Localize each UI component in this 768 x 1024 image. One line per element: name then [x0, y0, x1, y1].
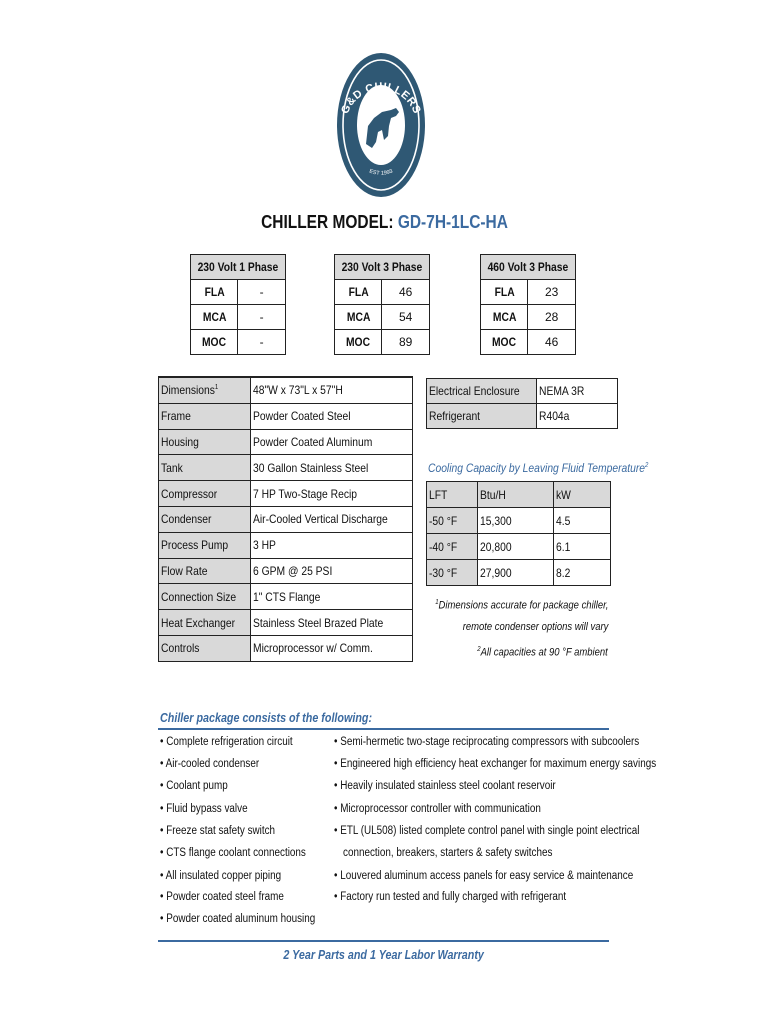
- table-row: [335, 280, 430, 305]
- spec-key: Compressor: [161, 486, 218, 501]
- spec-key: Controls: [161, 641, 200, 656]
- table-row: [335, 305, 430, 330]
- enclosure-table: [426, 378, 618, 429]
- row-value: 46: [382, 280, 429, 305]
- table-row: [159, 429, 413, 455]
- table-row: [159, 481, 413, 507]
- electrical-table-header: 230 Volt 1 Phase: [197, 260, 279, 274]
- list-item: • All insulated copper piping: [160, 870, 282, 882]
- list-item: • Powder coated aluminum housing: [160, 913, 316, 925]
- row-value: 46: [528, 330, 575, 355]
- package-title-text: Chiller package consists of the following:: [160, 711, 373, 725]
- table-row: [481, 305, 576, 330]
- spec-key: Condenser: [161, 512, 212, 527]
- footnote-text: Dimensions accurate for package chiller,: [438, 599, 608, 612]
- list-item-text: connection, breakers, starters & safety switches: [343, 847, 553, 859]
- list-item-text: Fluid bypass valve: [166, 803, 248, 815]
- row-label: MCA: [202, 310, 226, 324]
- spec-table: [158, 376, 413, 662]
- list-item-text: Powder coated steel frame: [166, 891, 284, 903]
- capacity-title-text: Cooling Capacity by Leaving Fluid Temperature: [428, 461, 646, 475]
- table-row: [427, 534, 611, 560]
- table-row: [427, 560, 611, 586]
- row-label: FLA: [348, 285, 369, 299]
- table-row: [481, 330, 576, 355]
- spec-value: Air-Cooled Vertical Discharge: [253, 512, 389, 527]
- list-item-text: ETL (UL508) listed complete control panel with single point electrical: [340, 825, 640, 837]
- spec-value: 48"W x 73"L x 57"H: [253, 383, 344, 398]
- logo-emblem: [336, 52, 426, 198]
- warranty-text: [0, 948, 768, 962]
- table-cell: -50 °F: [429, 513, 458, 528]
- capacity-title: [428, 461, 684, 475]
- footnote-text: All capacities at 90 °F ambient: [480, 646, 608, 659]
- spec-key: Dimensions: [161, 383, 215, 398]
- table-cell: -40 °F: [429, 539, 458, 554]
- list-item: • Heavily insulated stainless steel coolant reservoir: [334, 780, 556, 792]
- list-item: • CTS flange coolant connections: [160, 847, 306, 859]
- spec-value: Powder Coated Aluminum: [253, 434, 373, 449]
- table-row: [159, 377, 413, 403]
- row-value: 23: [528, 280, 575, 305]
- table-row: [191, 280, 286, 305]
- electrical-table-header: 230 Volt 3 Phase: [341, 260, 423, 274]
- list-item: • Fluid bypass valve: [160, 803, 248, 815]
- spec-key: Frame: [161, 409, 191, 424]
- row-value: -: [238, 330, 285, 355]
- table-row: [191, 330, 286, 355]
- electrical-table-230v-3ph: [334, 254, 430, 355]
- table-row: [191, 305, 286, 330]
- table-row: [159, 584, 413, 610]
- footnote-1-line-2: [439, 621, 608, 633]
- row-value: 89: [382, 330, 429, 355]
- package-title: [160, 711, 407, 725]
- logo-brand-text: G&D CHILLERS: [339, 80, 423, 116]
- list-item: • Louvered aluminum access panels for easy service & maintenance: [334, 870, 634, 882]
- table-row: [159, 635, 413, 661]
- spec-key: Flow Rate: [161, 563, 208, 578]
- list-item-text: Semi-hermetic two-stage reciprocating compressors with subcoolers: [340, 736, 640, 748]
- spec-value: 30 Gallon Stainless Steel: [253, 460, 369, 475]
- company-logo: [336, 52, 426, 198]
- table-row: [159, 532, 413, 558]
- enclosure-value: NEMA 3R: [539, 384, 585, 398]
- electrical-table-230v-1ph: [190, 254, 286, 355]
- table-cell: 4.5: [556, 513, 571, 528]
- list-item-continuation: [343, 847, 587, 859]
- table-cell: 15,300: [480, 513, 512, 528]
- capacity-table: [426, 481, 611, 586]
- spec-value: 1" CTS Flange: [253, 589, 321, 604]
- list-item: • Complete refrigeration circuit: [160, 736, 293, 748]
- table-cell: 8.2: [556, 565, 571, 580]
- row-value: 54: [382, 305, 429, 330]
- spec-value: Stainless Steel Brazed Plate: [253, 615, 384, 630]
- list-item-text: Coolant pump: [166, 780, 228, 792]
- list-item-text: Factory run tested and fully charged with refrigerant: [340, 891, 567, 903]
- list-item: • Air-cooled condenser: [160, 758, 260, 770]
- electrical-table-460v-3ph: [480, 254, 576, 355]
- row-label: MOC: [492, 335, 517, 349]
- list-item-text: Freeze stat safety switch: [166, 825, 276, 837]
- capacity-title-sup: 2: [645, 462, 649, 469]
- spec-value: 3 HP: [253, 538, 277, 553]
- column-header: kW: [556, 487, 571, 502]
- spec-key: Housing: [161, 434, 199, 449]
- spec-value: Microprocessor w/ Comm.: [253, 641, 374, 656]
- row-label: FLA: [494, 285, 515, 299]
- footnote-2: [456, 646, 608, 659]
- table-row: [159, 403, 413, 429]
- row-label: MCA: [346, 310, 370, 324]
- list-item-text: CTS flange coolant connections: [166, 847, 306, 859]
- spec-key: Connection Size: [161, 589, 237, 604]
- list-item-text: Engineered high efficiency heat exchanger for maximum energy savings: [340, 758, 657, 770]
- section-divider: [158, 940, 609, 942]
- page-title: [0, 212, 768, 233]
- table-row: [481, 280, 576, 305]
- list-item-text: Heavily insulated stainless steel coolant reservoir: [340, 780, 556, 792]
- spec-value: 6 GPM @ 25 PSI: [253, 563, 333, 578]
- list-item: • Engineered high efficiency heat exchanger for maximum energy savings: [334, 758, 657, 770]
- logo-est-text: EST 1993: [368, 168, 394, 177]
- spec-value: Powder Coated Steel: [253, 409, 351, 424]
- spec-key: Heat Exchanger: [161, 615, 236, 630]
- table-row: [427, 404, 618, 429]
- row-label: MOC: [346, 335, 371, 349]
- table-row: [159, 455, 413, 481]
- list-item: • Factory run tested and fully charged with refrigerant: [334, 891, 567, 903]
- spec-key: Process Pump: [161, 538, 229, 553]
- spec-key-sup: 1: [214, 384, 219, 392]
- row-label: MCA: [492, 310, 516, 324]
- table-cell: -30 °F: [429, 565, 458, 580]
- footnote-sup: 1: [434, 599, 439, 606]
- warranty-label: 2 Year Parts and 1 Year Labor Warranty: [283, 948, 485, 962]
- column-header: Btu/H: [480, 487, 506, 502]
- list-item: • Semi-hermetic two-stage reciprocating compressors with subcoolers: [334, 736, 640, 748]
- table-row: [427, 379, 618, 404]
- enclosure-value: R404a: [539, 409, 570, 423]
- footnote-1-line-1: [407, 599, 608, 612]
- list-item: • ETL (UL508) listed complete control panel with single point electrical: [334, 825, 640, 837]
- table-cell: 6.1: [556, 539, 571, 554]
- row-value: -: [238, 305, 285, 330]
- table-cell: 27,900: [480, 565, 512, 580]
- enclosure-key: Refrigerant: [429, 409, 481, 423]
- list-item: • Powder coated steel frame: [160, 891, 284, 903]
- model-number: GD-7H-1LC-HA: [397, 212, 508, 232]
- list-item-text: All insulated copper piping: [165, 870, 282, 882]
- list-item: • Freeze stat safety switch: [160, 825, 276, 837]
- row-value: -: [238, 280, 285, 305]
- list-item-text: Complete refrigeration circuit: [166, 736, 293, 748]
- row-label: MOC: [202, 335, 227, 349]
- list-item: • Microprocessor controller with communication: [334, 803, 541, 815]
- title-label: CHILLER MODEL:: [260, 212, 394, 232]
- electrical-table-header: 460 Volt 3 Phase: [487, 260, 569, 274]
- list-item: • Coolant pump: [160, 780, 228, 792]
- footnote-sup: 2: [477, 646, 481, 653]
- table-cell: 20,800: [480, 539, 512, 554]
- table-row: [335, 330, 430, 355]
- footnote-text: remote condenser options will vary: [462, 621, 608, 633]
- column-header: LFT: [429, 487, 448, 502]
- table-row: [159, 558, 413, 584]
- spec-value: 7 HP Two-Stage Recip: [253, 486, 358, 501]
- row-value: 28: [528, 305, 575, 330]
- spec-key: Tank: [161, 460, 183, 475]
- list-item-text: Powder coated aluminum housing: [166, 913, 316, 925]
- enclosure-key: Electrical Enclosure: [429, 384, 520, 398]
- list-item-text: Microprocessor controller with communication: [340, 803, 541, 815]
- row-label: FLA: [204, 285, 225, 299]
- table-row: [159, 610, 413, 636]
- list-item-text: Louvered aluminum access panels for easy service & maintenance: [340, 870, 634, 882]
- list-item-text: Air-cooled condenser: [165, 758, 260, 770]
- section-divider: [158, 728, 609, 730]
- table-header-row: [427, 482, 611, 508]
- table-row: [159, 506, 413, 532]
- table-row: [427, 508, 611, 534]
